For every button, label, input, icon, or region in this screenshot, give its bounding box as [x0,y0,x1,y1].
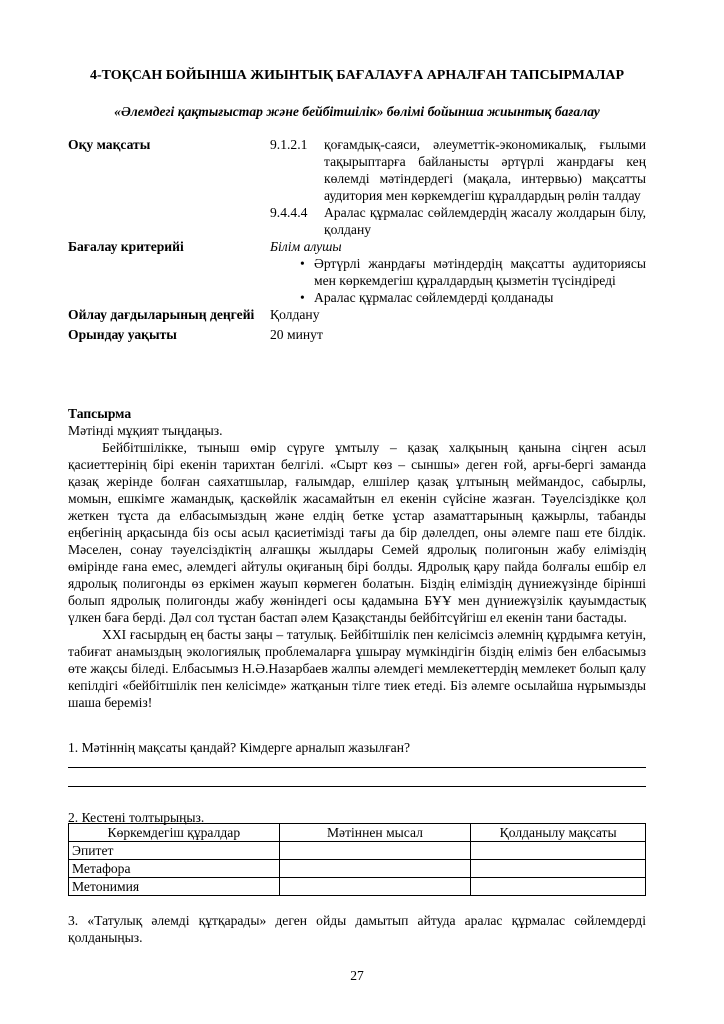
section-subtitle: «Әлемдегі қақтығыстар және бейбітшілік» бөлімі бойынша жиынтық бағалау [114,104,600,119]
table-cell-example[interactable] [279,842,471,860]
table-row [69,860,646,878]
thinking-level-value: Қолдану [270,307,320,322]
objectives-list [270,136,646,238]
duration-row [68,326,646,343]
table-cell-example[interactable] [279,860,471,878]
criteria-row [68,238,646,306]
objective-code: 9.1.2.1 [270,137,308,152]
task-paragraph: Бейбітшілікке, тыныш өмір сүруге ұмтылу – қазақ халқының қанына сіңген асыл қасиеттерінің бірі екенін тарихтан белгілі. «Сырт көз – сыншы» деген ғой, арғы-бергі заманда қазақ жерінде болған саяхатшылар, ғалымдар, елшілер қазақ ұлтының меймандос, сабырлы, момын, ешкімге жамандық, қаскөйлік жасамайтын ел екенін сүйсіне жазған. Тәуелсіздікке қол жеткен тұста да елбасымыздың және елдің бетке ұстар азаматтарының қажырлы, табанды еңбегінің арқасында біз осы асыл қасиетімізді тағы да бір дәлелдеп, оны әлемге паш ете білдік. Мәселен, сонау тәуелсіздіктің алғашқы жылдары Семей ядролық полигонын жабу еліміздің өмірінде ғана емес, әлемдегі айтулы оқиғаның бірі болды. Ядролық қару пайда болғалы ешбір ел ядролық полигонды өз еркімен жауып көрмеген болатын. Біздің еліміздің дүниежүзінде бірінші болып ядролық полигонды жабу жөніндегі осы қадамына БҰҰ мен дүниежүзілік қауымдастық үлкен баға берді. Дәл сол тұстан бастап әлем Қазақстанды бейбітсүйгіш ел екенін тани бастады. [68,440,646,625]
page-number: 27 [350,968,364,983]
question-1: 1. Мәтіннің мақсаты қандай? Кімдерге арналып жазылған? [68,740,411,755]
objective-item [270,204,646,238]
criteria-bullets [270,255,646,306]
objectives-label: Оқу мақсаты [68,137,151,152]
table-header-row [69,824,646,842]
thinking-level-row [68,306,646,323]
table-cell-purpose[interactable] [471,878,646,896]
criteria-label: Бағалау критерийі [68,239,184,254]
task-section [68,405,646,711]
table-header: Қолданылу мақсаты [471,824,646,842]
objective-item [270,136,646,204]
table-cell-device: Эпитет [69,842,280,860]
task-heading: Тапсырма [68,406,132,421]
table-cell-example[interactable] [279,878,471,896]
duration-value: 20 минут [270,327,323,342]
task-paragraph: XXI ғасырдың ең басты заңы – татулық. Бейбітшілік пен келісімсіз әлемнің құрдымға кетуін, табиғат анамыздың экологиялық проблемаларға ұшырау мүмкіндігін біздің еліміз бен елбасымыз өте жақсы біледі. Елбасымыз Н.Ә.Назарбаев жалпы әлемдегі мемлекеттердің мемлекет болып қалу кепілдігі «бейбітшілік пен келісімде» жатқанын тілге тиек етеді. Біз әлемге осылайша нұрымызды шаша береміз! [68,627,646,710]
objective-code: 9.4.4.4 [270,205,308,220]
table-header: Көркемдегіш құралдар [69,824,280,842]
table-cell-purpose[interactable] [471,860,646,878]
objective-text: қоғамдық-саяси, әлеуметтік-экономикалық, ғылыми тақырыптарға байланысты әртүрлі жанрдағы кең көлемді мәтіндердегі (мақала, интервью) мақсатты аудитория мен көркемдегіш құралдардың рөлін талдау [324,137,646,203]
criteria-bullet: • Аралас құрмалас сөйлемдерді қолданады [314,289,646,306]
table-cell-device: Метафора [69,860,280,878]
table-row [69,842,646,860]
question-2: 2. Кестені толтырыңыз. [68,810,205,825]
thinking-level-label: Ойлау дағдыларының деңгейі [68,307,255,322]
table-cell-purpose[interactable] [471,842,646,860]
criteria-intro: Білім алушы [270,239,342,254]
question-3: 3. «Татулық әлемді құтқарады» деген ойды дамытып айтуда аралас құрмалас сөйлемдерді қолданыңыз. [68,913,646,945]
answer-line[interactable] [68,767,646,768]
criteria-content [270,238,646,306]
table-cell-device: Метонимия [69,878,280,896]
duration-label: Орындау уақыты [68,327,177,342]
criteria-bullet: • Әртүрлі жанрдағы мәтіндердің мақсатты аудиториясы мен көркемдегіш құралдардың қызметін түсіндіреді [314,255,646,289]
table-header: Мәтіннен мысал [279,824,471,842]
task-instruction: Мәтінді мұқият тыңдаңыз. [68,423,223,438]
answer-line[interactable] [68,786,646,787]
objective-text: Аралас құрмалас сөйлемдердің жасалу жолдарын білу, қолдану [324,205,646,237]
page-title: 4-ТОҚСАН БОЙЫНША ЖИЫНТЫҚ БАҒАЛАУҒА АРНАЛҒАН ТАПСЫРМАЛАР [89,68,625,83]
devices-table [68,823,646,896]
table-row [69,878,646,896]
objectives-row [68,136,646,238]
assessment-info [68,136,646,343]
